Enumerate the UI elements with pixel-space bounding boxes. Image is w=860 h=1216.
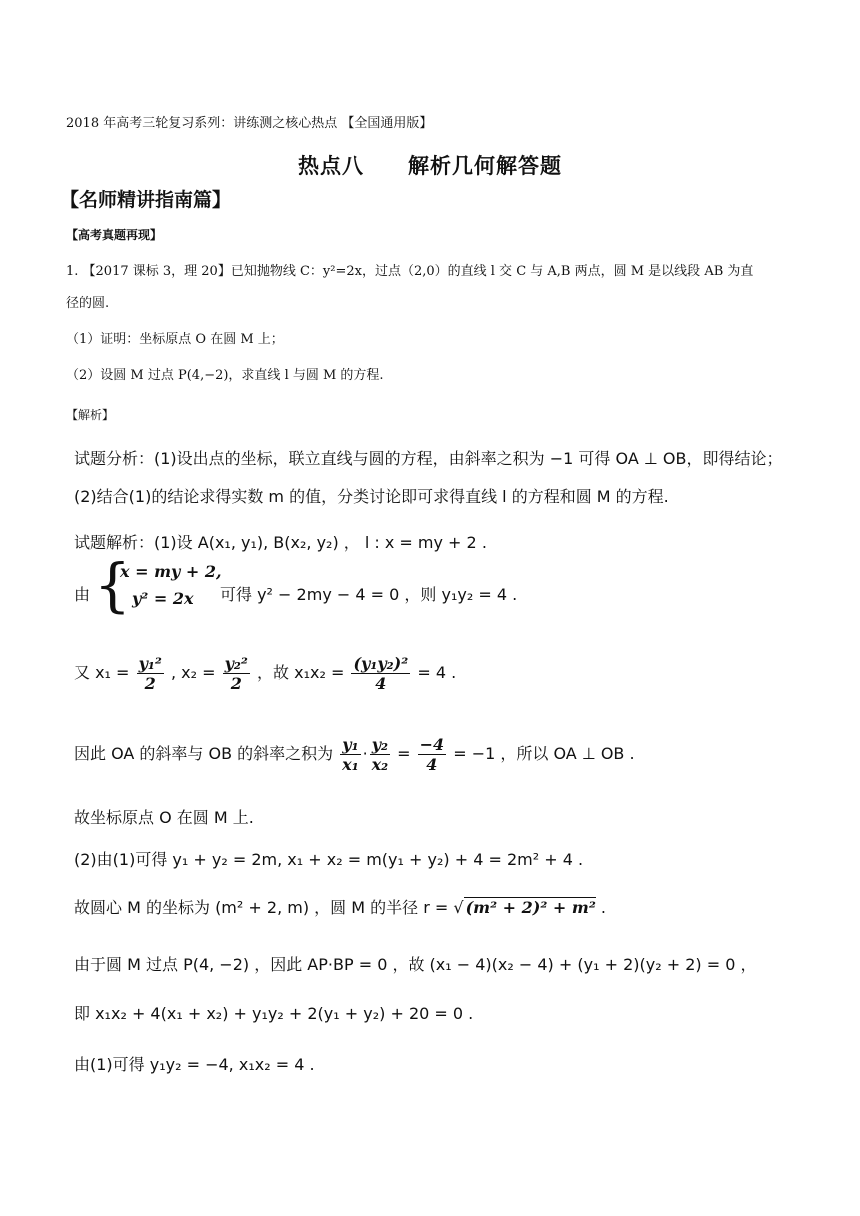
fraction-numerator: y₂ — [371, 735, 388, 754]
question-part-1: （1）证明：坐标原点 O 在圆 M 上； — [66, 332, 284, 347]
step4-text-a: 因此 OA 的斜率与 OB 的斜率之积为 — [74, 744, 334, 764]
page-title: 热点八 解析几何解答题 — [298, 153, 562, 178]
fraction-x2 — [223, 654, 250, 693]
fraction-denominator: x₁ — [342, 755, 359, 775]
analysis-line-1: 试题分析：(1)设出点的坐标，联立直线与圆的方程，由斜率之积为 −1 可得 OA ⊥ OB，即得结论； — [74, 449, 783, 468]
fraction-denominator: 4 — [426, 755, 438, 775]
solution-step-5: 故坐标原点 O 在圆 M 上. — [74, 808, 254, 827]
subsection-heading: 【高考真题再现】 — [66, 228, 163, 242]
fraction-product — [351, 654, 410, 693]
fraction-numerator: y₂² — [224, 654, 248, 673]
step3-text-d: = 4 . — [417, 663, 457, 683]
brace-symbol: { — [94, 551, 131, 619]
solution-step-10: 由(1)可得 y₁y₂ = −4, x₁x₂ = 4 . — [74, 1055, 315, 1074]
series-header: 2018 年高考三轮复习系列：讲练测之核心热点 【全国通用版】 — [66, 116, 433, 131]
solution-step-2-rest: 可得 y² − 2my − 4 = 0 ，则 y₁y₂ = 4 . — [220, 585, 518, 604]
step4-text-b: = −1 ，所以 OA ⊥ OB . — [453, 744, 635, 764]
fraction-x1 — [137, 654, 164, 693]
fraction-denominator: x₂ — [371, 755, 389, 775]
step3-text-c: ，故 x₁x₂ = — [257, 663, 345, 683]
solution-step-8: 由于圆 M 过点 P(4, −2) ，因此 AP·BP = 0 ，故 (x₁ − 4)(x₂ − 4) + (y₁ + 2)(y₂ + 2) = 0 ， — [74, 955, 757, 974]
fraction-slope-2 — [370, 735, 390, 774]
fraction-value — [418, 735, 447, 774]
solution-step-7 — [74, 895, 606, 918]
system-equation-2: y² = 2x — [132, 589, 194, 608]
step3-text-b: , x₂ = — [170, 663, 216, 683]
radius-radicand: (m² + 2)² + m² — [465, 898, 596, 917]
solution-step-4: 因此 OA 的斜率与 OB 的斜率之积为 $\frac{\text{y₁}}{\text{x₁}}$ · $\frac{\text{y₂}}{\text{x₂}}$ = $\frac{-4}{4}$ = −1 ，所以 OA ⊥ OB . — [74, 735, 635, 775]
question-part-2: （2）设圆 M 过点 P(4,−2)，求直线 l 与圆 M 的方程. — [66, 368, 384, 383]
fraction-numerator: y₁² — [138, 654, 162, 673]
fraction-numerator: (y₁y₂)² — [353, 654, 409, 673]
analysis-line-2: (2)结合(1)的结论求得实数 m 的值，分类讨论即可求得直线 l 的方程和圆 M 的方程. — [74, 487, 669, 506]
fraction-denominator: 4 — [375, 674, 387, 694]
fraction-numerator: y₁ — [342, 735, 359, 754]
fraction-numerator: −4 — [419, 735, 445, 754]
solution-step-2-prefix: 由 — [74, 585, 91, 604]
step7-text-b: . — [600, 898, 607, 917]
step7-text-a: 故圆心 M 的坐标为 (m² + 2, m) ，圆 M 的半径 r = √ — [74, 898, 464, 917]
solution-step-1: 试题解析：(1)设 A(x₁, y₁), B(x₂, y₂) ， l : x = my + 2 . — [74, 533, 487, 552]
solution-step-3 — [74, 654, 456, 693]
solution-step-9: 即 x₁x₂ + 4(x₁ + x₂) + y₁y₂ + 2(y₁ + y₂) + 20 = 0 . — [74, 1004, 474, 1023]
solution-label: 【解析】 — [66, 408, 115, 422]
fraction-denominator: 2 — [230, 674, 242, 694]
fraction-slope-1 — [340, 735, 360, 774]
step3-text-a: 又 x₁ = — [74, 663, 130, 683]
question-line-1: 1. 【2017 课标 3，理 20】已知抛物线 C：y²=2x，过点（2,0）的直线 l 交 C 与 A,B 两点，圆 M 是以线段 AB 为直 — [66, 264, 754, 279]
question-line-2: 径的圆. — [66, 296, 110, 311]
fraction-denominator: 2 — [144, 674, 156, 694]
solution-step-6: (2)由(1)可得 y₁ + y₂ = 2m, x₁ + x₂ = m(y₁ + y₂) + 4 = 2m² + 4 . — [74, 850, 584, 869]
system-equation-1: x = my + 2, — [120, 562, 222, 581]
section-heading: 【名师精讲指南篇】 — [60, 189, 232, 211]
